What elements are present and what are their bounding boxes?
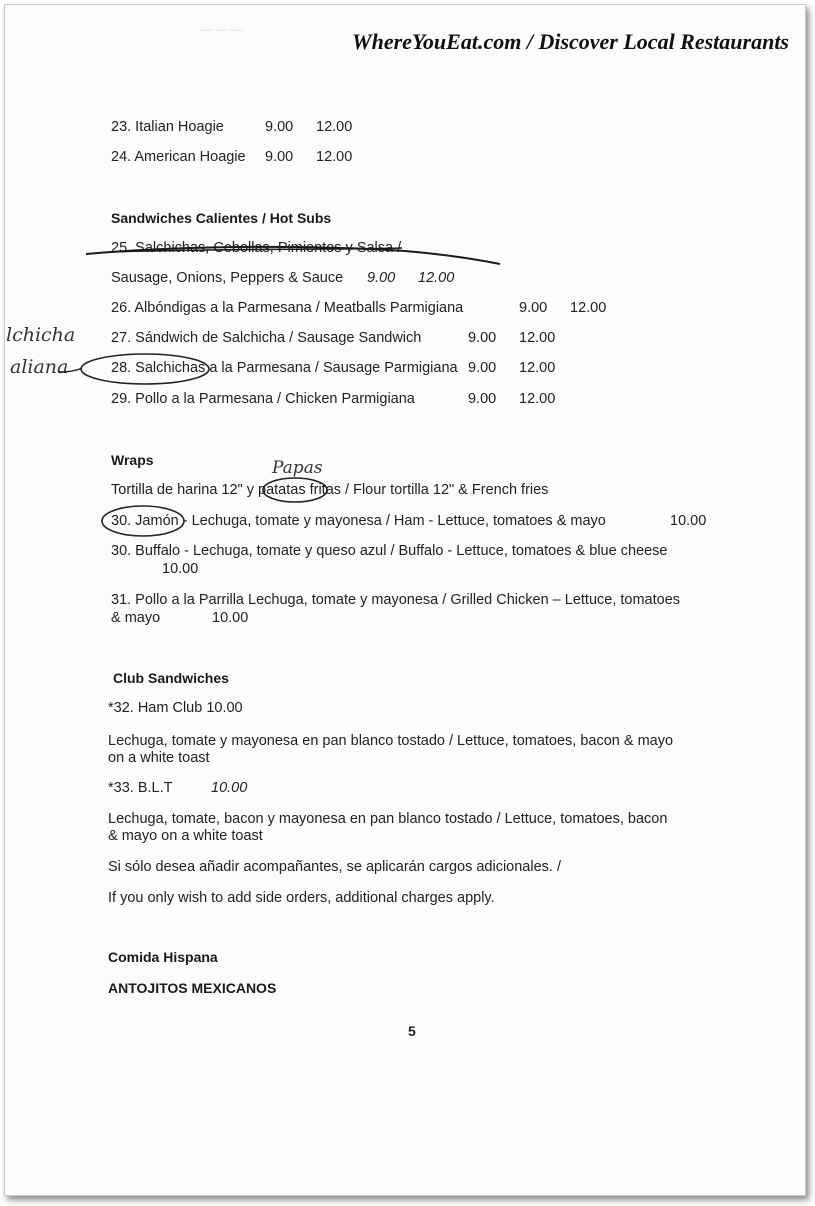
menu-item-23 (111, 119, 224, 135)
item-name: 24. American Hoagie (111, 149, 246, 165)
item-price: 10.00 (670, 513, 707, 529)
item-description: Lechuga, tomate, bacon y mayonesa en pan blanco tostado / Lettuce, tomatoes, bacon (108, 811, 668, 827)
menu-item-24 (111, 149, 246, 165)
watermark: WhereYouEat.com / Discover Local Restaurants (352, 29, 789, 54)
item-price-small: 9.00 (265, 149, 294, 165)
menu-item-31-cont: & mayo (111, 610, 161, 626)
item-price-large: 12.00 (519, 330, 556, 346)
section-heading-wraps: Wraps (111, 452, 154, 468)
handwritten-note: lchicha (6, 324, 76, 346)
menu-item-33: *33. B.L.T (108, 780, 173, 796)
item-price-small: 9.00 (468, 391, 497, 407)
item-price-small: 9.00 (519, 300, 548, 316)
section-heading-hispanic: Comida Hispana (108, 949, 218, 965)
side-order-note-es: Si sólo desea añadir acompañantes, se aplicarán cargos adicionales. / (108, 859, 561, 875)
menu-item-30-ham: 30. Jamón - Lechuga, tomate y mayonesa / Ham - Lettuce, tomatoes & mayo (111, 513, 606, 529)
item-price: 10.00 (212, 610, 249, 626)
menu-item-28: 28. Salchichas a la Parmesana / Sausage Parmigiana (111, 360, 458, 376)
wraps-intro: Tortilla de harina 12" y patatas fritas / Flour tortilla 12" & French fries (111, 482, 549, 498)
item-description: & mayo on a white toast (108, 828, 263, 844)
item-price-small: 9.00 (468, 360, 497, 376)
item-price: 10.00 (211, 780, 248, 796)
page-number: 5 (408, 1023, 416, 1039)
item-price-large: 12.00 (570, 300, 607, 316)
bleed-through-text: — — — (200, 22, 243, 36)
menu-item-29: 29. Pollo a la Parmesana / Chicken Parmigiana (111, 391, 415, 407)
item-price-large: 12.00 (316, 119, 353, 135)
item-price-small: 9.00 (265, 119, 294, 135)
section-heading-club: Club Sandwiches (113, 670, 229, 686)
menu-item-25-spanish: 25. Salchichas, Cebollas, Pimientos y Salsa / (111, 240, 402, 256)
menu-item-25-english (111, 270, 343, 286)
menu-item-30-buffalo: 30. Buffalo - Lechuga, tomate y queso azul / Buffalo - Lettuce, tomatoes & blue cheese (111, 543, 668, 559)
section-subheading-antojitos: ANTOJITOS MEXICANOS (108, 980, 277, 996)
handwritten-note-papas: Papas (272, 458, 323, 478)
item-price-small: 9.00 (367, 270, 396, 286)
handwritten-note: aliana (10, 356, 69, 378)
side-order-note-en: If you only wish to add side orders, additional charges apply. (108, 890, 495, 906)
menu-item-26: 26. Albóndigas a la Parmesana / Meatballs Parmigiana (111, 300, 464, 316)
item-price: 10.00 (162, 561, 199, 577)
menu-item-27: 27. Sándwich de Salchicha / Sausage Sandwich (111, 330, 422, 346)
item-price-large: 12.00 (519, 360, 556, 376)
section-heading-hot-subs: Sandwiches Calientes / Hot Subs (111, 210, 332, 226)
item-description: on a white toast (108, 750, 210, 766)
item-name: Sausage, Onions, Peppers & Sauce (111, 270, 344, 286)
item-price-large: 12.00 (519, 391, 556, 407)
item-description: Lechuga, tomate y mayonesa en pan blanco tostado / Lettuce, tomatoes, bacon & mayo (108, 733, 674, 749)
item-price-large: 12.00 (418, 270, 455, 286)
item-price-large: 12.00 (316, 149, 353, 165)
item-price-small: 9.00 (468, 330, 497, 346)
menu-item-32: *32. Ham Club 10.00 (108, 700, 243, 716)
item-name: 23. Italian Hoagie (111, 119, 224, 135)
menu-item-31: 31. Pollo a la Parrilla Lechuga, tomate y mayonesa / Grilled Chicken – Lettuce, tomatoes (111, 592, 681, 608)
